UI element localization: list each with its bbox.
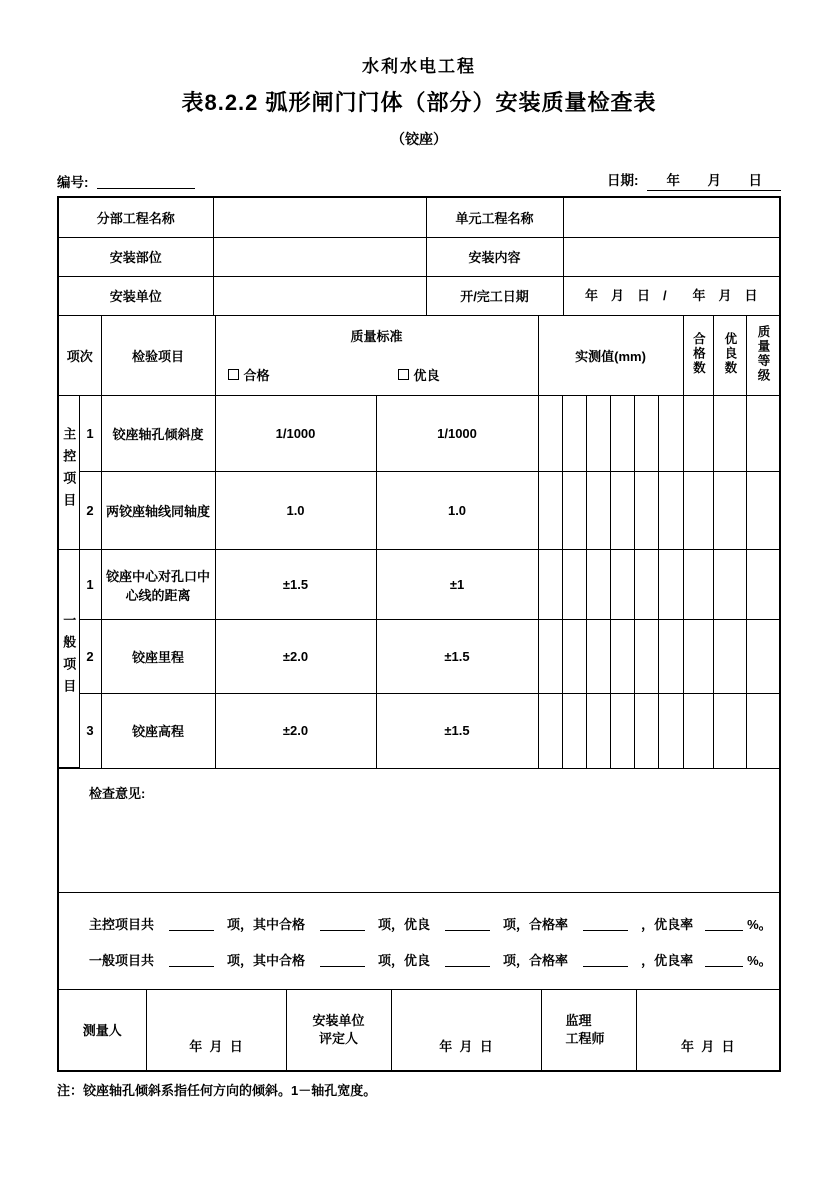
pass-count-cell[interactable] <box>683 472 713 550</box>
excellent-count-cell[interactable] <box>713 694 746 768</box>
measured-value-cell[interactable] <box>538 694 562 768</box>
item-name: 铰座高程 <box>101 694 215 768</box>
stat-text: 项，其中合格 <box>227 916 306 932</box>
measured-value-cell[interactable] <box>610 396 634 472</box>
date-label: 日期: <box>607 173 639 188</box>
col-measured: 实测值(mm) <box>538 316 683 396</box>
measured-value-cell[interactable] <box>562 472 586 550</box>
measured-value-cell[interactable] <box>586 550 610 620</box>
measured-value-cell[interactable] <box>562 620 586 694</box>
installer-evaluator-label: 安装单位 评定人 <box>286 990 391 1070</box>
excellent-label: 优良 <box>413 367 440 383</box>
stat-blank-total[interactable] <box>169 954 214 967</box>
standard-pass-value: ±2.0 <box>215 620 376 694</box>
stat-text: %。 <box>747 916 772 932</box>
measured-value-cell[interactable] <box>610 620 634 694</box>
installer-date-cell[interactable] <box>391 990 541 1070</box>
measured-value-cell[interactable] <box>658 620 683 694</box>
install-content-label: 安装内容 <box>426 237 563 276</box>
measured-value-cell[interactable] <box>538 550 562 620</box>
col-pass-count: 合格数 <box>683 316 713 396</box>
date-units: 年 月 日 <box>666 173 769 188</box>
stat-blank-excellent[interactable] <box>445 954 490 967</box>
date-units: 年 月 日 <box>439 1038 493 1054</box>
measured-value-cell[interactable] <box>658 396 683 472</box>
table-row <box>59 694 779 768</box>
subproject-name-input[interactable] <box>213 198 426 237</box>
standard-excellent-value: 1.0 <box>376 472 538 550</box>
stat-text: 项，合格率 <box>503 916 569 932</box>
col-excellent-count: 优良数 <box>713 316 746 396</box>
standard-excellent-value: 1/1000 <box>376 396 538 472</box>
measured-value-cell[interactable] <box>634 620 658 694</box>
grade-cell[interactable] <box>746 550 779 620</box>
item-no: 2 <box>79 620 101 694</box>
stat-line-general <box>89 950 779 969</box>
date-field <box>607 169 781 191</box>
pass-checkbox-icon[interactable] <box>228 369 239 380</box>
stat-text: ，优良率 <box>641 916 694 932</box>
measured-value-cell[interactable] <box>562 694 586 768</box>
item-name: 铰座轴孔倾斜度 <box>101 396 215 472</box>
measured-value-cell[interactable] <box>658 694 683 768</box>
signature-table <box>59 989 779 1070</box>
measured-value-cell[interactable] <box>634 396 658 472</box>
col-item-no: 项次 <box>59 316 101 396</box>
date-units: 年 月 日 <box>681 1038 735 1054</box>
pass-count-cell[interactable] <box>683 694 713 768</box>
start-finish-date-units: 年 月 日 / 年 月 日 <box>584 287 758 303</box>
stat-line-main-control <box>89 914 779 933</box>
grade-cell[interactable] <box>746 694 779 768</box>
grade-cell[interactable] <box>746 472 779 550</box>
form-table <box>57 196 781 1072</box>
supervisor-date-cell[interactable] <box>636 990 779 1070</box>
standard-pass-value: ±1.5 <box>215 550 376 620</box>
stat-blank-excellent-rate[interactable] <box>705 954 743 967</box>
measured-value-cell[interactable] <box>610 694 634 768</box>
unit-project-name-input[interactable] <box>563 198 779 237</box>
footnote: 注：铰座轴孔倾斜系指任何方向的倾斜。1－轴孔宽度。 <box>57 1082 377 1098</box>
opinion-label: 检查意见: <box>89 786 146 801</box>
standard-options <box>216 354 538 394</box>
supervisor-label: 监理 工程师 <box>541 990 636 1070</box>
grade-cell[interactable] <box>746 620 779 694</box>
subproject-name-label: 分部工程名称 <box>59 198 213 237</box>
stat-blank-pass-rate[interactable] <box>583 918 628 931</box>
measured-value-cell[interactable] <box>538 396 562 472</box>
standard-excellent-value: ±1.5 <box>376 620 538 694</box>
unit-project-name-label: 单元工程名称 <box>426 198 563 237</box>
group-main-control: 主控项目 <box>59 396 79 550</box>
measured-value-cell[interactable] <box>658 550 683 620</box>
stat-text: 项，优良 <box>378 916 431 932</box>
stat-blank-excellent[interactable] <box>445 918 490 931</box>
item-no: 2 <box>79 472 101 550</box>
table-row <box>59 396 779 472</box>
stat-blank-total[interactable] <box>169 918 214 931</box>
stat-blank-pass[interactable] <box>320 918 365 931</box>
measured-value-cell[interactable] <box>586 472 610 550</box>
table-row <box>59 237 779 276</box>
measured-value-cell[interactable] <box>610 550 634 620</box>
excellent-count-cell[interactable] <box>713 620 746 694</box>
standard-pass-value: 1/1000 <box>215 396 376 472</box>
measured-value-cell[interactable] <box>538 620 562 694</box>
measured-value-cell[interactable] <box>586 396 610 472</box>
measured-value-cell[interactable] <box>538 472 562 550</box>
item-no: 1 <box>79 550 101 620</box>
grade-cell[interactable] <box>746 396 779 472</box>
table-row <box>59 472 779 550</box>
quality-header-row <box>59 316 779 396</box>
serial-input-line[interactable] <box>97 174 195 189</box>
install-content-input[interactable] <box>563 237 779 276</box>
pass-count-cell[interactable] <box>683 396 713 472</box>
doc-type-heading: 水利水电工程 <box>362 57 476 76</box>
stat-blank-pass[interactable] <box>320 954 365 967</box>
doc-subtitle: （铰座） <box>391 131 447 147</box>
measured-value-cell[interactable] <box>634 472 658 550</box>
stat-blank-pass-rate[interactable] <box>583 954 628 967</box>
table-row <box>59 276 779 315</box>
quality-table <box>59 315 779 768</box>
table-row <box>59 198 779 237</box>
item-name: 铰座里程 <box>101 620 215 694</box>
pass-label: 合格 <box>243 367 270 383</box>
measured-value-cell[interactable] <box>634 550 658 620</box>
group-general: 一般项目 <box>59 550 79 768</box>
stat-text: 主控项目共 <box>89 916 155 932</box>
excellent-count-cell[interactable] <box>713 550 746 620</box>
measured-value-cell[interactable] <box>562 396 586 472</box>
standard-excellent-value: ±1 <box>376 550 538 620</box>
serial-label: 编号: <box>57 175 89 190</box>
standard-excellent-option <box>368 354 538 394</box>
col-standard <box>215 316 538 396</box>
install-location-label: 安装部位 <box>59 237 213 276</box>
excellent-count-cell[interactable] <box>713 396 746 472</box>
opinion-section[interactable] <box>59 768 779 892</box>
measured-value-cell[interactable] <box>586 620 610 694</box>
install-location-input[interactable] <box>213 237 426 276</box>
stat-text: 项，其中合格 <box>227 952 306 968</box>
col-grade: 质量等级 <box>746 316 779 396</box>
stats-section <box>59 892 779 989</box>
measured-value-cell[interactable] <box>586 694 610 768</box>
date-units: 年 月 日 <box>189 1038 243 1054</box>
measurer-date-cell[interactable] <box>146 990 286 1070</box>
stat-text: 项，优良 <box>378 952 431 968</box>
measured-value-cell[interactable] <box>562 550 586 620</box>
install-unit-label: 安装单位 <box>59 276 213 315</box>
item-no: 3 <box>79 694 101 768</box>
measured-value-cell[interactable] <box>658 472 683 550</box>
col-item: 检验项目 <box>101 316 215 396</box>
measured-value-cell[interactable] <box>610 472 634 550</box>
start-finish-date-input[interactable] <box>563 276 779 315</box>
standard-pass-option <box>216 354 368 394</box>
item-no: 1 <box>79 396 101 472</box>
stat-text: %。 <box>747 952 772 968</box>
measured-value-cell[interactable] <box>634 694 658 768</box>
stat-blank-excellent-rate[interactable] <box>705 918 743 931</box>
excellent-count-cell[interactable] <box>713 472 746 550</box>
date-input-line[interactable] <box>647 169 782 191</box>
item-name: 两铰座轴线同轴度 <box>101 472 215 550</box>
signature-row <box>59 990 779 1070</box>
table-row <box>59 550 779 620</box>
standard-title: 质量标准 <box>350 328 403 344</box>
standard-pass-value: ±2.0 <box>215 694 376 768</box>
serial-field <box>57 171 195 191</box>
item-name: 铰座中心对孔口中心线的距离 <box>101 550 215 620</box>
meta-row <box>57 169 781 191</box>
measurer-label: 测量人 <box>59 990 146 1070</box>
table-row <box>59 620 779 694</box>
pass-count-cell[interactable] <box>683 550 713 620</box>
install-unit-input[interactable] <box>213 276 426 315</box>
stat-text: ，优良率 <box>641 952 694 968</box>
standard-pass-value: 1.0 <box>215 472 376 550</box>
start-finish-date-label: 开/完工日期 <box>426 276 563 315</box>
stat-text: 一般项目共 <box>89 952 155 968</box>
page-title: 表8.2.2 弧形闸门门体（部分）安装质量检查表 <box>181 90 657 115</box>
stat-text: 项，合格率 <box>503 952 569 968</box>
pass-count-cell[interactable] <box>683 620 713 694</box>
excellent-checkbox-icon[interactable] <box>398 369 409 380</box>
project-info-table <box>59 198 779 315</box>
standard-excellent-value: ±1.5 <box>376 694 538 768</box>
